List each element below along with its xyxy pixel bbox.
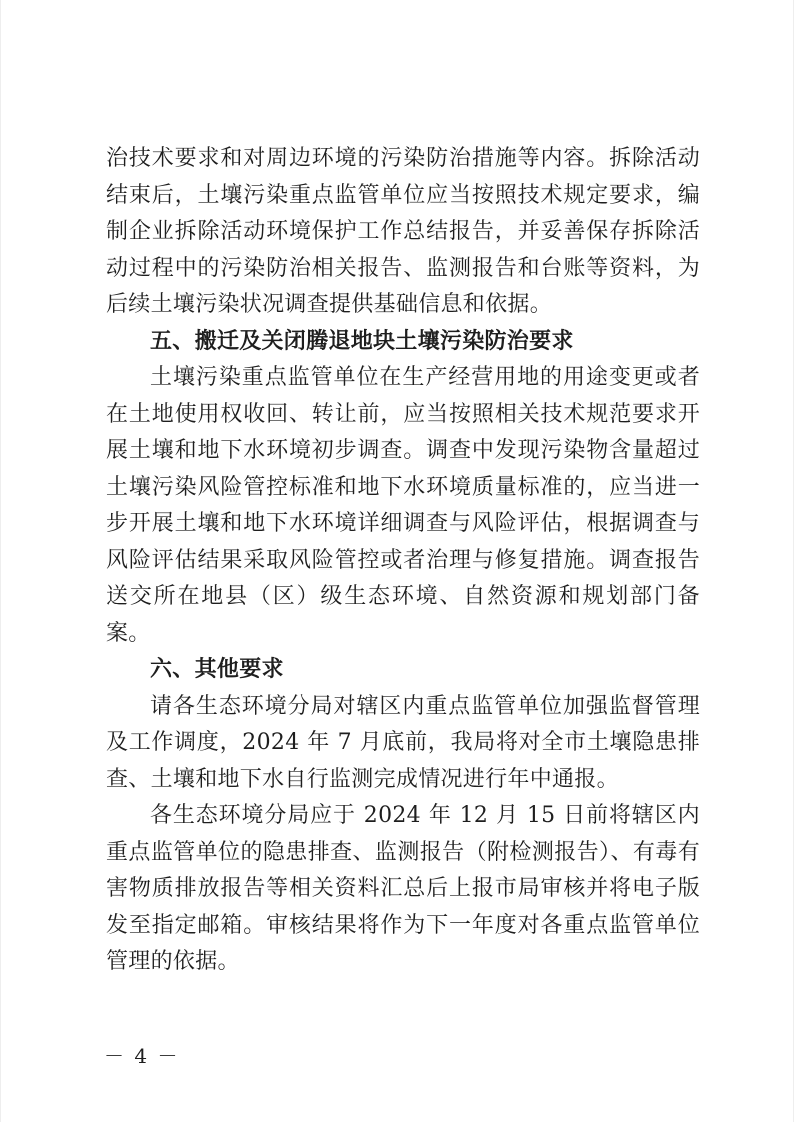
paragraph-continuation: 治技术要求和对周边环境的污染防治措施等内容。拆除活动结束后，土壤污染重点监管单位应当按照技术规定要求，编制企业拆除活动环境保护工作总结报告，并妥善保存拆除活动过程中的污染防治相关报告、监测报告和台账等资料，为后续土壤污染状况调查提供基础信息和依据。 [106, 146, 700, 317]
page-number: － 4 － [104, 1044, 180, 1068]
section-heading-relocation: 五、搬迁及关闭腾退地块土壤污染防治要求 [150, 328, 574, 354]
paragraph-relocation-requirements: 土壤污染重点监管单位在生产经营用地的用途变更或者在土地使用权收回、转让前，应当按照相关技术规范要求开展土壤和地下水环境初步调查。调查中发现污染物含量超过土壤污染风险管控标准和地下水环境质量标准的，应当进一步开展土壤和地下水环境详细调查与风险评估，根据调查与风险评估结果采取风险管控或者治理与修复措施。调查报告送交所在地县（区）级生态环境、自然资源和规划部门备案。 [106, 365, 700, 646]
paragraph-supervision: 请各生态环境分局对辖区内重点监管单位加强监督管理及工作调度，2024 年 7 月底前，我局将对全市土壤隐患排查、土壤和地下水自行监测完成情况进行年中通报。 [106, 693, 700, 792]
section-heading-other: 六、其他要求 [150, 657, 284, 682]
paragraph-reporting-deadline: 各生态环境分局应于 2024 年 12 月 15 日前将辖区内重点监管单位的隐患排查、监测报告（附检测报告）、有毒有害物质排放报告等相关资料汇总后上报市局审核并将电子版发至指定邮箱。审核结果将作为下一年度对各重点监管单位管理的依据。 [106, 803, 700, 974]
document-body [106, 141, 700, 981]
